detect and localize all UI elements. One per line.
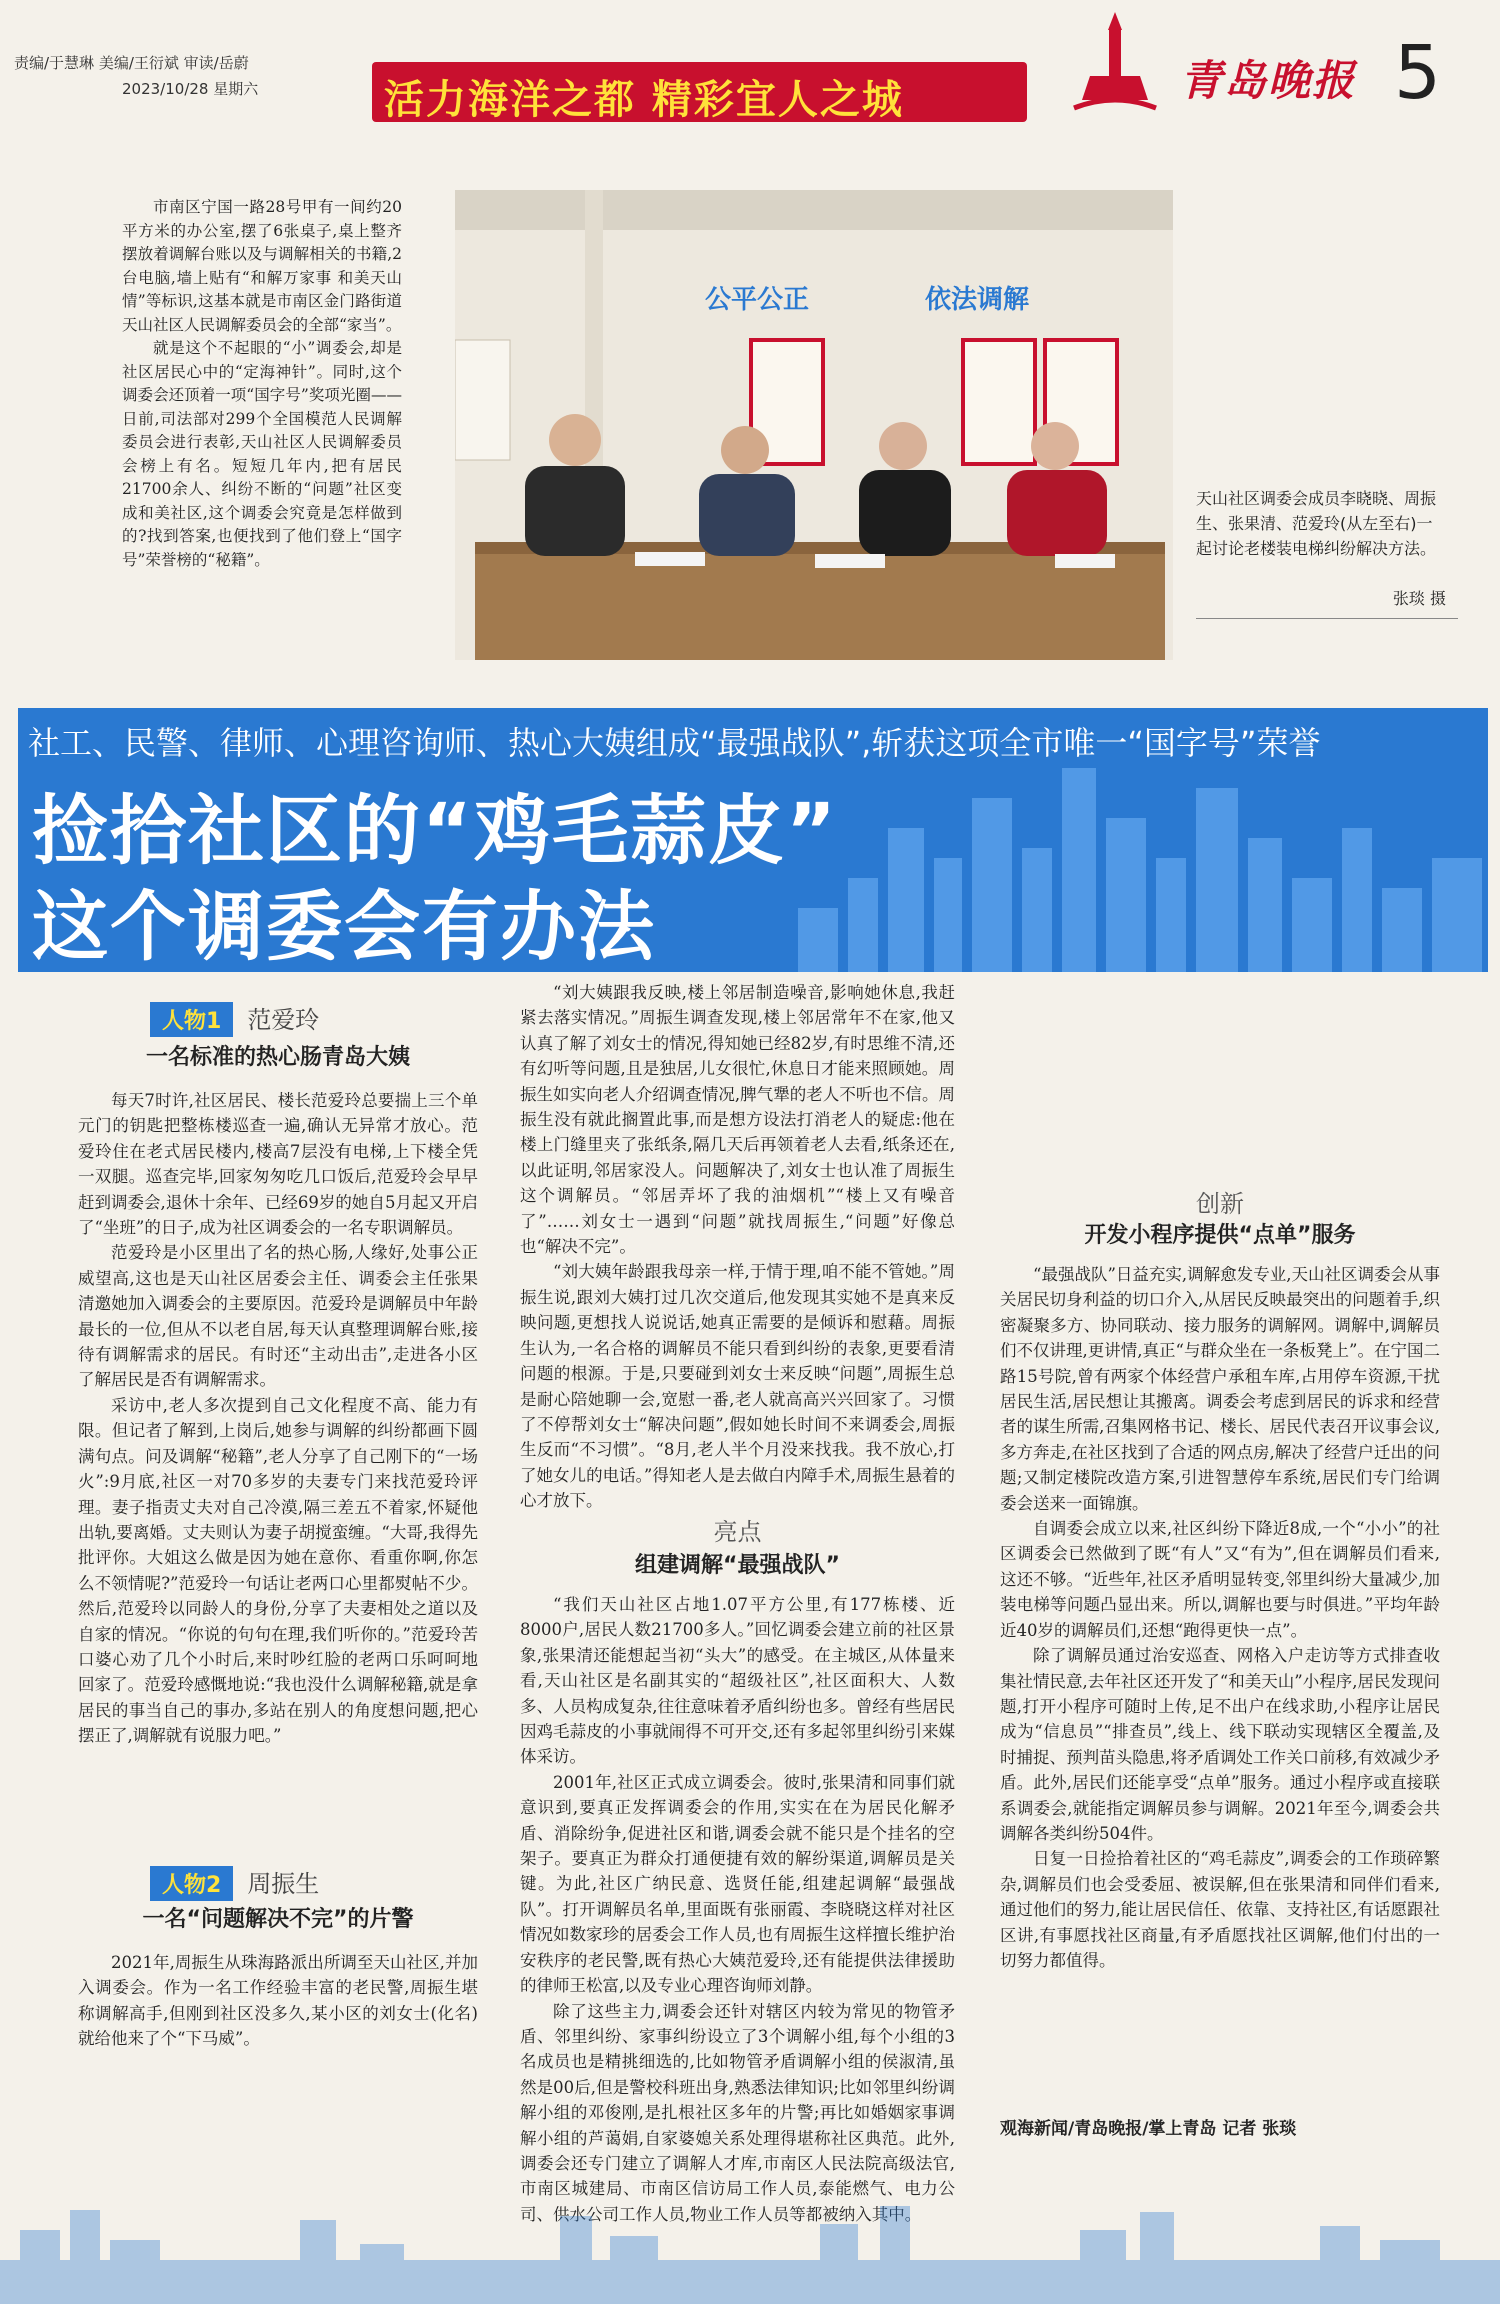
intro-paragraph: 就是这个不起眼的“小”调委会,却是社区居民心中的“定海神针”。同时,这个调委会还顶着一项“国字号”奖项光圈——日前,司法部对299个全国模范人民调解委员会进行表彰,天山社区人民调解委员会榜上有名。短短几年内,把有居民21700余人、纠纷不断的“问题”社区变成和美社区,这个调委会究竟是怎样做到的?找到答案,也便找到了他们登上“国字号”荣誉榜的“秘籍”。 [122,339,402,569]
paragraph: 日复一日捡拾着社区的“鸡毛蒜皮”,调委会的工作琐碎繁杂,调解员们也会受委屈、被误解,但在张果清和同伴们看来,通过他们的努力,能让居民信任、依靠、支持社区,有话愿跟社区讲,有事愿找社区商量,有矛盾愿找社区调解,他们付出的一切努力都值得。 [1000,1849,1440,1970]
section3-title: 组建调解“最强战队” [635,1553,840,1578]
paragraph: “我们天山社区占地1.07平方公里,有177栋楼、近8000户,居民人数21700多人。”回忆调委会建立前的社区景象,张果清还能想起当初“头大”的感受。在主城区,从体量来看,天山社区是名副其实的“超级社区”,社区面积大、人数多、人员构成复杂,往往意味着矛盾纠纷也多。曾经有些居民因鸡毛蒜皮的小事就闹得不可开交,还有多起邻里纠纷引来媒体采访。 [520,1595,955,1767]
section1-body [78,1088,478,1749]
credits-line: 责编/于慧琳 美编/王衍斌 审读/岳蔚 [14,54,249,72]
section2-header [150,1864,319,1901]
section4-key: 创新 [1196,1190,1244,1218]
paragraph: “刘大姨跟我反映,楼上邻居制造噪音,影响她休息,我赶紧去落实情况。”周振生调查发现,楼上邻居常年不在家,他又认真了解了刘女士的情况,得知她已经82岁,有时思维不清,还有幻听等问题,且是独居,儿女很忙,休息日才能来照顾她。周振生如实向老人介绍调查情况,脾气犟的老人不听也不信。周振生没有就此搁置此事,而是想方设法打消老人的疑虑:他在楼上门缝里夹了张纸条,隔几天后再领着老人去看,纸条还在,以此证明,邻居家没人。问题解决了,刘女士也认准了周振生这个调解员。“邻居弄坏了我的油烟机”“楼上又有噪音了”……刘女士一遇到“问题”就找周振生,“问题”好像总也“解决不完”。 [520,983,955,1257]
section2-name: 周振生 [247,1870,320,1898]
section4-body [1000,1262,1440,1973]
section3-key: 亮点 [713,1518,762,1546]
section3-body [520,1592,955,2227]
paragraph: 自调委会成立以来,社区纠纷下降近8成,一个“小小”的社区调委会已然做到了既“有人”又“有为”,但在调解员们看来,这还不够。“近些年,社区矛盾明显转变,邻里纠纷大量减少,加装电梯等问题凸显出来。所以,调解也要与时俱进。”平均年龄近40岁的调解员们,还想“跑得更快一点”。 [1000,1519,1440,1640]
page-number: 5 [1394,30,1442,116]
caption-divider [1196,618,1458,619]
newspaper-logo: 青岛晚报 [1180,56,1357,105]
headline-line-1: 捡拾社区的“鸡毛蒜皮” [32,786,838,875]
bottom-skyline-graphic [0,2200,1500,2304]
headline-line-2: 这个调委会有办法 [32,882,656,971]
headline-subtitle: 社工、民警、律师、心理咨询师、热心大姨组成“最强战队”,斩获这项全市唯一“国字号”荣誉 [28,724,1321,762]
paragraph: “刘大姨年龄跟我母亲一样,于情于理,咱不能不管她。”周振生说,跟刘大姨打过几次交道后,他发现其实她不是真来反映问题,更想找人说说话,她真正需要的是倾诉和慰藉。周振生认为,一名合格的调解员不能只看到纠纷的表象,更要看清问题的根源。于是,只要碰到刘女士来反映“问题”,周振生总是耐心陪她聊一会,宽慰一番,老人就高高兴兴回家了。习惯了不停帮刘女士“解决问题”,假如她长时间不来调委会,周振生反而“不习惯”。“8月,老人半个月没来找我。我不放心,打了她女儿的电话。”得知老人是去做白内障手术,周振生悬着的心才放下。 [520,1262,955,1511]
slogan-text: 活力海洋之都 精彩宜人之城 [384,77,904,123]
section1-header [150,1000,319,1037]
intro-text [122,196,402,572]
section1-name: 范爱玲 [247,1006,320,1034]
photo-credit: 张琰 摄 [1392,589,1446,608]
paragraph: 范爱玲是小区里出了名的热心肠,人缘好,处事公正威望高,这也是天山社区居委会主任、调委会主任张果清邀她加入调委会的主要原因。范爱玲是调解员中年龄最长的一位,但从不以老自居,每天认真整理调解台账,接待有调解需求的居民。有时还“主动出击”,走进各小区了解居民是否有调解需求。 [78,1243,478,1390]
byline: 观海新闻/青岛晚报/掌上青岛 记者 张琰 [1000,2119,1297,2139]
paragraph: 2001年,社区正式成立调委会。彼时,张果清和同事们就意识到,要真正发挥调委会的作用,实实在在为居民化解矛盾、消除纷争,促进社区和谐,调委会就不能只是个挂名的空架子。要真正为群众打通便捷有效的解纷渠道,调解员是关键。为此,社区广纳民意、选贤任能,组建起调解“最强战队”。打开调解员名单,里面既有张丽霞、李晓晓这样对社区情况如数家珍的居委会工作人员,也有周振生这样擅长维护治安秩序的老民警,既有热心大姨范爱玲,还有能提供法律援助的律师王松富,以及专业心理咨询师刘静。 [520,1772,955,1996]
section4-title: 开发小程序提供“点单”服务 [1084,1223,1356,1248]
tower-logo-icon [1070,8,1160,118]
sign-right: 依法调解 [925,285,1030,315]
feature-photo [455,190,1173,660]
paragraph: 每天7时许,社区居民、楼长范爱玲总要揣上三个单元门的钥匙把整栋楼巡查一遍,确认无异常才放心。范爱玲住在老式居民楼内,楼高7层没有电梯,上下楼全凭一双腿。巡查完毕,回家匆匆吃几口饭后,范爱玲会早早赶到调委会,退休十余年、已经69岁的她自5月起又开启了“坐班”的日子,成为社区调委会的一名专职调解员。 [78,1091,478,1238]
sign-left: 公平公正 [705,285,810,315]
photo-caption: 天山社区调委会成员李晓晓、周振生、张果清、范爱玲(从左至右)一起讨论老楼装电梯纠纷解决方法。 [1196,489,1437,558]
section1-tag: 人物1 [150,1002,233,1037]
section2-body-col1 [78,1950,478,2052]
paragraph: “最强战队”日益充实,调解愈发专业,天山社区调委会从事关居民切身利益的切口介入,从居民反映最突出的问题着手,织密凝聚多方、协同联动、接力服务的调解网。调解中,调解员们不仅讲理,更讲情,真正“与群众坐在一条板凳上”。在宁国二路15号院,曾有两家个体经营户承租车库,占用停车资源,干扰居民生活,居民想让其搬离。调委会考虑到居民的诉求和经营者的谋生所需,召集网格书记、楼长、居民代表召开议事会议,多方奔走,在社区找到了合适的网点房,解决了经营户迁出的问题;又制定楼院改造方案,引进智慧停车系统,居民们专门给调委会送来一面锦旗。 [1000,1265,1440,1513]
paragraph: 除了调解员通过治安巡查、网格入户走访等方式排查收集社情民意,去年社区还开发了“和美天山”小程序,居民发现问题,打开小程序可随时上传,足不出户在线求助,小程序让居民成为“信息员”“排查员”,线上、线下联动实现辖区全覆盖,及时捕捉、预判苗头隐患,将矛盾调处工作关口前移,有效减少矛盾。此外,居民们还能享受“点单”服务。通过小程序或直接联系调委会,就能指定调解员参与调解。2021年至今,调委会共调解各类纠纷504件。 [1000,1646,1440,1843]
section2-title: 一名“问题解决不完”的片警 [142,1907,414,1932]
section1-title: 一名标准的热心肠青岛大姨 [145,1045,410,1070]
paragraph: 除了这些主力,调委会还针对辖区内较为常见的物管矛盾、邻里纠纷、家事纠纷设立了3个调解小组,每个小组的3名成员也是精挑细选的,比如物管矛盾调解小组的侯淑清,虽然是00后,但是警校科班出身,熟悉法律知识;比如邻里纠纷调解小组的邓俊刚,是扎根社区多年的片警;再比如婚姻家事调解小组的芦蔼娟,自家婆媳关系处理得堪称社区典范。此外,调委会还专门建立了调解人才库,市南区人民法院高级法官,市南区城建局、市南区信访局工作人员,泰能燃气、电力公司、供水公司工作人员,物业工作人员等都被纳入其中。 [520,2001,955,2224]
intro-paragraph: 市南区宁国一路28号甲有一间约20平方米的办公室,摆了6张桌子,桌上整齐摆放着调解台账以及与调解相关的书籍,2台电脑,墙上贴有“和解万家事 和美天山情”等标识,这基本就是市南区金门路街道天山社区人民调解委员会的全部“家当”。 [122,198,402,334]
issue-date: 2023/10/28 星期六 [122,80,259,98]
paragraph: 采访中,老人多次提到自己文化程度不高、能力有限。但记者了解到,上岗后,她参与调解的纠纷都画下圆满句点。问及调解“秘籍”,老人分享了自己刚下的“一场火”:9月底,社区一对70多岁的夫妻专门来找范爱玲评理。妻子指责丈夫对自己冷漠,隔三差五不着家,怀疑他出轨,要离婚。丈夫则认为妻子胡搅蛮缠。“大哥,我得先批评你。大姐这么做是因为她在意你、看重你啊,你怎么不领情呢?”范爱玲一句话让老两口心里都熨帖不少。然后,范爱玲以同龄人的身份,分享了夫妻相处之道以及自家的情况。“你说的句句在理,我们听你的。”范爱玲苦口婆心劝了几个小时后,来时吵红脸的老两口乐呵呵地回家了。范爱玲感慨地说:“我也没什么调解秘籍,就是拿居民的事当自己的事办,多站在别人的角度想问题,把心摆正了,调解就有说服力吧。” [78,1395,478,1746]
section2-body-col2 [520,980,955,1514]
editor-credits [14,50,258,102]
paragraph: 2021年,周振生从珠海路派出所调至天山社区,并加入调委会。作为一名工作经验丰富的老民警,周振生堪称调解高手,但刚到社区没多久,某小区的刘女士(化名)就给他来了个“下马威”。 [78,1953,478,2049]
section2-tag: 人物2 [150,1866,233,1901]
